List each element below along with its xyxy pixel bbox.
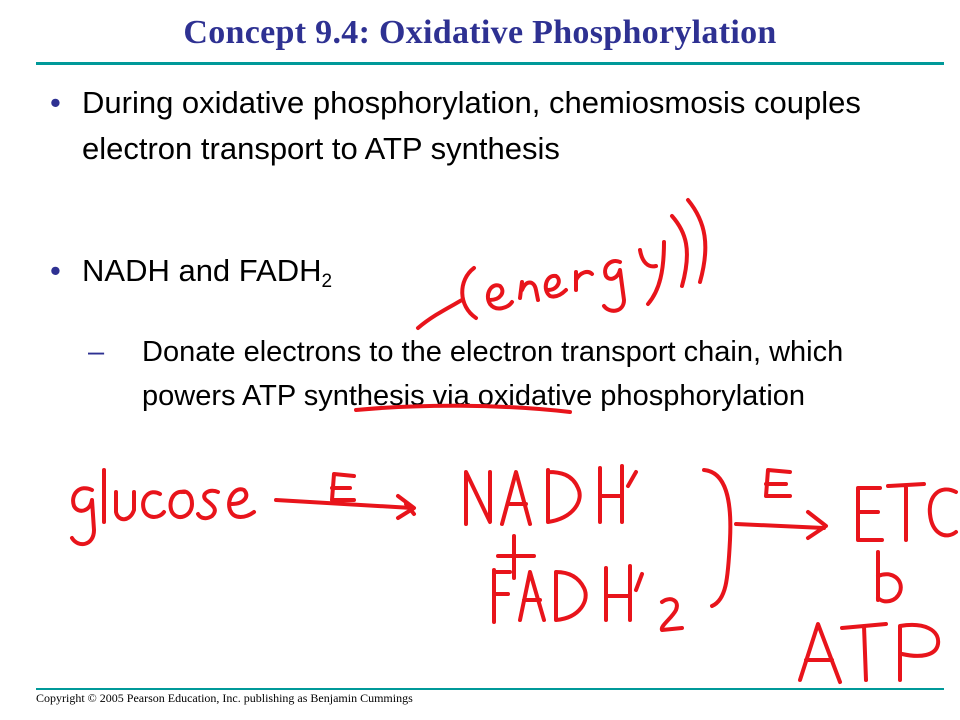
title-divider [36,62,944,65]
subbullet-donate-electrons [88,330,852,418]
handwriting-etc [858,484,956,540]
footer-divider [36,688,944,690]
handwriting-bracket [704,470,730,606]
bullet-marker: • [50,253,61,288]
handwriting-fadh2 [494,566,682,630]
handwriting-plus [498,536,534,578]
subscript-two: 2 [321,271,333,292]
slide-title: Concept 9.4: Oxidative Phosphorylation [183,14,777,51]
handwriting-glucose [72,470,254,544]
bullet-text: During oxidative phosphorylation, chemiosmosis couples electron transport to ATP synthesis [82,85,861,166]
bullet-marker: • [50,85,61,120]
bullet-oxidative-phosphorylation [50,80,872,172]
handwriting-arrow-e2 [736,470,826,538]
handwriting-arrow-down [878,552,901,601]
handwriting-nadh [466,466,636,524]
handwriting-atp [800,624,938,682]
handwriting-arrow-e1 [276,474,414,518]
bullet-text: NADH and FADH [82,253,322,288]
copyright-footer: Copyright © 2005 Pearson Education, Inc. publishing as Benjamin Cummings [36,691,413,705]
subbullet-text: Donate electrons to the electron transport chain, which powers ATP synthesis via oxidative phosphorylation [142,336,844,412]
subbullet-marker: – [88,336,105,368]
bullet-nadh-fadh2 [50,248,482,305]
